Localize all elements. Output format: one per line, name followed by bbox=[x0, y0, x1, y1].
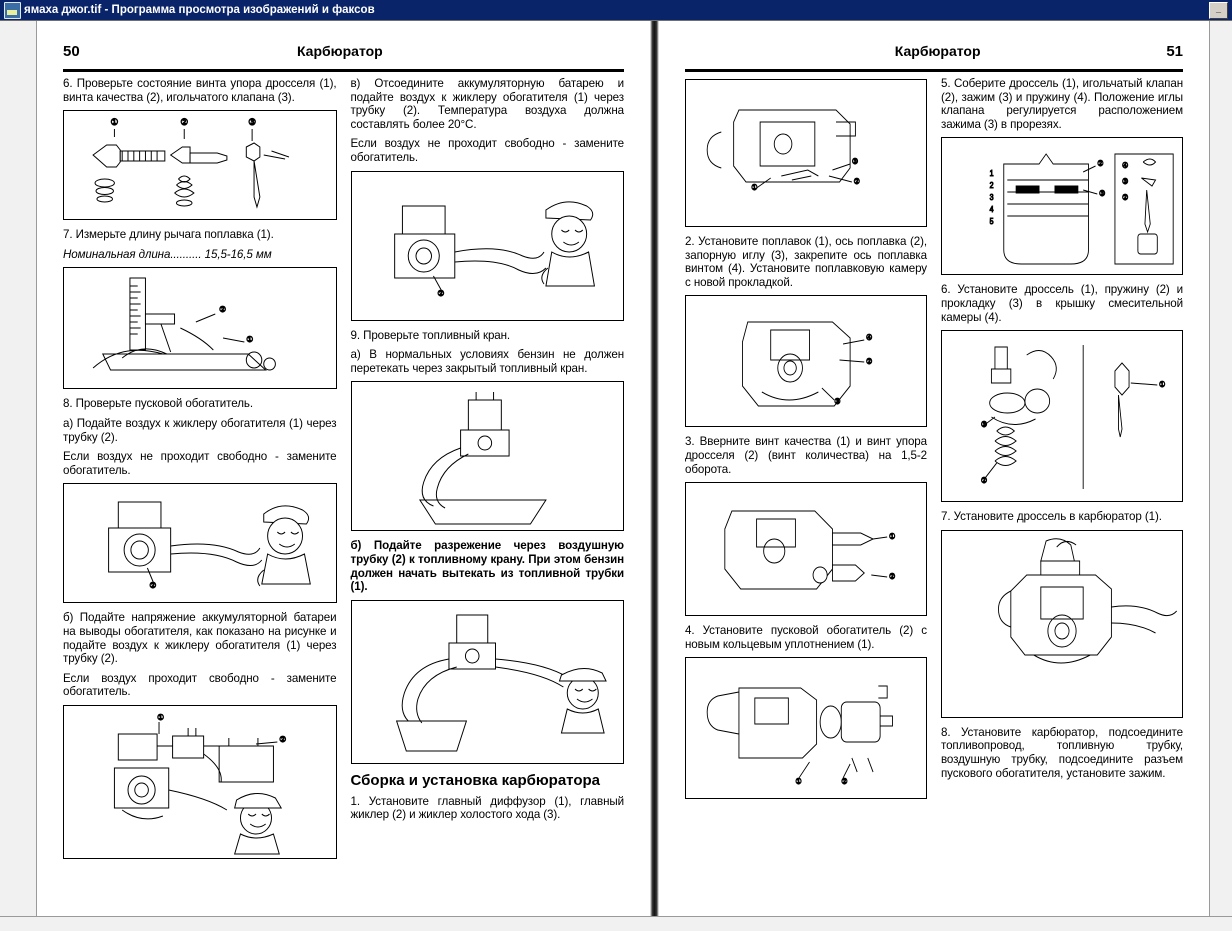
window-title-bar bbox=[0, 0, 1232, 20]
left-page-column-2 bbox=[351, 77, 625, 912]
svg-text:②: ② bbox=[180, 117, 189, 128]
svg-text:②: ② bbox=[888, 571, 896, 582]
svg-text:①: ① bbox=[157, 712, 165, 722]
svg-text:④: ④ bbox=[1122, 160, 1129, 171]
paragraph: а) В нормальных условиях бензин не должен перетекать через закрытый топливный кран. bbox=[350, 348, 624, 375]
figure-fuel-tap-normal-condition bbox=[351, 381, 625, 531]
figure-throttle-spring-gasket-cover bbox=[941, 330, 1183, 502]
paragraph: 3. Вверните винт качества (1) и винт упора дросселя (2) (винт количества) на 1,5-2 оборота. bbox=[685, 435, 927, 476]
figure-screws-and-needle-valve bbox=[63, 110, 337, 220]
paragraph: 9. Проверьте топливный кран. bbox=[350, 328, 511, 342]
minimize-button[interactable]: _ bbox=[1209, 2, 1228, 19]
svg-text:2: 2 bbox=[989, 180, 994, 191]
figure-throttle-into-carburetor bbox=[941, 530, 1183, 718]
paragraph: 7. Измерьте длину рычага поплавка (1). bbox=[63, 228, 274, 242]
paragraph: 2. Установите поплавок (1), ось поплавка (2), запорную иглу (3), закрепите ось поплавка винтом (4). Установите поплавковую камеру с новой прокладкой. bbox=[685, 235, 927, 289]
svg-text:①: ① bbox=[246, 335, 254, 345]
svg-text:③: ③ bbox=[980, 419, 988, 430]
paragraph: 8. Проверьте пусковой обогатитель. bbox=[63, 397, 253, 411]
svg-text:③: ③ bbox=[1099, 188, 1106, 199]
svg-text:③: ③ bbox=[834, 396, 841, 407]
figure-needle-clip-positions bbox=[941, 137, 1183, 275]
svg-text:②: ② bbox=[279, 734, 287, 744]
svg-text:③: ③ bbox=[1122, 176, 1129, 187]
svg-text:②: ② bbox=[149, 581, 157, 591]
right-margin-rail bbox=[1209, 21, 1232, 931]
paragraph: 5. Соберите дроссель (1), игольчатый клапан (2), зажим (3) и пружину (4). Положение иглы клапана регулируется расположением зажима (3) в прорезях. bbox=[941, 77, 1183, 131]
page-number-right: 51 bbox=[1166, 43, 1183, 60]
window-controls bbox=[1209, 2, 1230, 19]
left-margin-rail bbox=[0, 21, 37, 931]
svg-text:1: 1 bbox=[989, 168, 994, 179]
svg-text:④: ④ bbox=[866, 332, 873, 343]
figure-enricher-with-o-ring bbox=[685, 657, 927, 799]
viewer-workspace bbox=[0, 20, 1232, 931]
scanned-document-image bbox=[37, 21, 1209, 916]
paragraph: Если воздух проходит свободно - замените обогатитель. bbox=[63, 671, 337, 699]
figure-carburetor-body-jets bbox=[685, 79, 927, 227]
image-viewer-icon bbox=[4, 2, 21, 19]
page-title-left: Карбюратор bbox=[296, 43, 383, 59]
svg-text:②: ② bbox=[853, 176, 860, 187]
svg-text:①: ① bbox=[795, 776, 802, 787]
right-page-column-1 bbox=[685, 77, 927, 912]
paragraph: Если воздух не проходит свободно - замените обогатитель. bbox=[63, 450, 337, 477]
figure-fuel-tap-vacuum-test bbox=[351, 600, 625, 764]
figure-float-and-needle-install bbox=[685, 295, 927, 427]
paragraph: 7. Установите дроссель в карбюратор (1). bbox=[941, 510, 1162, 524]
svg-text:①: ① bbox=[1159, 379, 1166, 390]
window-title: ямаха джог.tif - Программа просмотра изображений и факсов bbox=[24, 4, 375, 16]
svg-text:③: ③ bbox=[248, 117, 257, 128]
paragraph-nominal-length: Номинальная длина.......... 15,5-16,5 мм bbox=[63, 247, 272, 261]
svg-text:③: ③ bbox=[851, 156, 859, 167]
paragraph: 4. Установите пусковой обогатитель (2) с новым кольцевым уплотнением (1). bbox=[685, 624, 927, 651]
page-title-right: Карбюратор bbox=[894, 43, 981, 59]
paragraph: 6. Проверьте состояние винта упора дросселя (1), винта качества (2), игольчатого клапана (3). bbox=[63, 77, 337, 104]
bottom-margin-rail bbox=[0, 916, 1232, 931]
page-header-left bbox=[63, 43, 624, 72]
svg-text:①: ① bbox=[751, 182, 758, 193]
svg-text:①: ① bbox=[888, 531, 896, 542]
paragraph: б) Подайте напряжение аккумуляторной батареи на выводы обогатителя, как показано на рисунке и подайте воздух к жиклеру обогатителя (1) через трубку (2). bbox=[63, 611, 337, 666]
figure-float-arm-measurement bbox=[63, 267, 337, 389]
svg-text:4: 4 bbox=[989, 204, 994, 215]
paragraph: б) Подайте разрежение через воздушную трубку (2) к топливному крану. При этом бензин должен начать вытекать из топливной трубки (1). bbox=[350, 539, 624, 594]
svg-text:5: 5 bbox=[989, 216, 994, 227]
paragraph: а) Подайте воздух к жиклеру обогатителя (1) через трубку (2). bbox=[63, 416, 337, 444]
svg-text:3: 3 bbox=[989, 192, 994, 203]
page-number-left: 50 bbox=[63, 43, 80, 60]
book-gutter bbox=[650, 21, 659, 916]
svg-text:②: ② bbox=[1097, 158, 1104, 169]
paragraph: в) Отсоедините аккумуляторную батарею и подайте воздух к жиклеру обогатителя (1) через трубку (2). Температура воздуха должна составлять более 20°С. bbox=[350, 77, 624, 131]
figure-mixture-and-throttle-stop-screws bbox=[685, 482, 927, 616]
svg-text:①: ① bbox=[110, 117, 119, 128]
figure-battery-connection-to-enricher bbox=[63, 705, 337, 859]
svg-text:②: ② bbox=[841, 776, 848, 787]
paragraph: 8. Установите карбюратор, подсоедините топливопровод, топливную трубку, воздушную трубку, подсоедините разъем пускового обогатителя, установите зажим. bbox=[941, 725, 1183, 780]
document-page-left bbox=[37, 21, 650, 916]
page-header-right bbox=[685, 43, 1183, 72]
left-page-column-1 bbox=[63, 77, 337, 912]
figure-air-supply-to-enricher bbox=[63, 483, 337, 603]
paragraph: 6. Установите дроссель (1), пружину (2) и прокладку (3) в крышку смесительной камеры (4). bbox=[941, 283, 1183, 324]
paragraph: Если воздух не проходит свободно - замените обогатитель. bbox=[350, 137, 624, 164]
svg-text:②: ② bbox=[1122, 192, 1129, 203]
paragraph: 1. Установите главный диффузор (1), главный жиклер (2) и жиклер холостого хода (3). bbox=[350, 794, 624, 822]
svg-text:②: ② bbox=[219, 305, 227, 315]
document-page-right bbox=[659, 21, 1209, 916]
figure-air-test-after-battery-disconnect bbox=[351, 171, 625, 321]
svg-text:②: ② bbox=[866, 356, 873, 367]
section-heading: Сборка и установка карбюратора bbox=[350, 771, 600, 789]
right-page-column-2 bbox=[941, 77, 1183, 912]
svg-text:②: ② bbox=[980, 475, 988, 486]
svg-text:②: ② bbox=[436, 288, 444, 298]
